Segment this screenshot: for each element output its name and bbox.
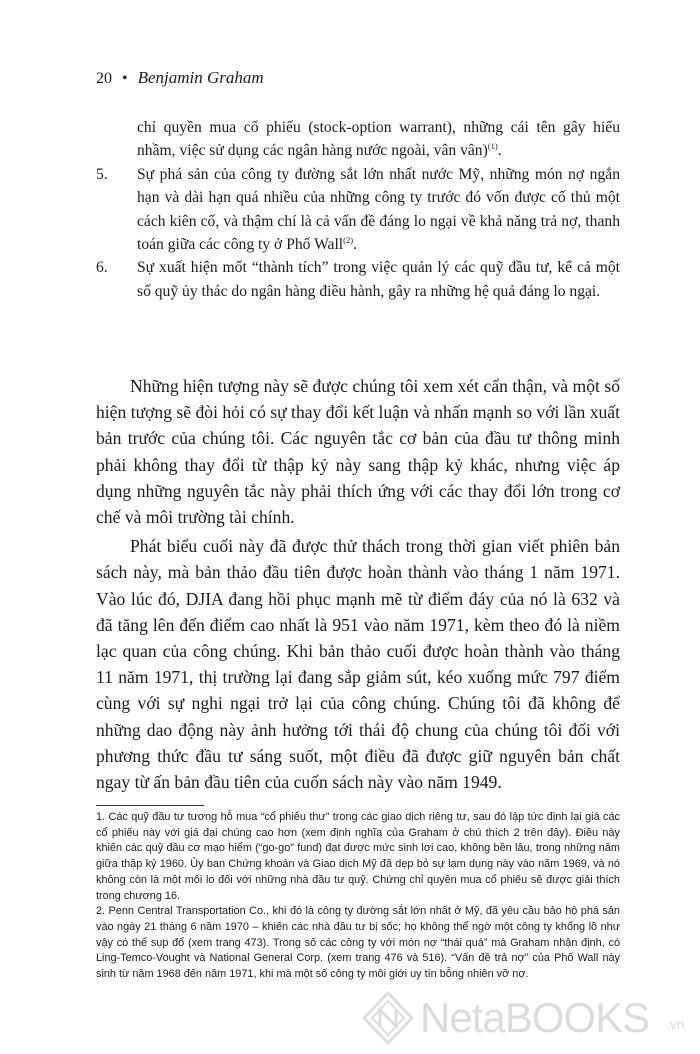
watermark-brand: NetaBOOKS — [420, 994, 650, 1041]
body-paragraph: Phát biểu cuối này đã được thử thách trong thời gian viết phiên bản sách này, mà bản thảo đầu tiên được hoàn thành vào tháng 1 năm 1971. Vào lúc đó, DJIA đang hồi phục mạnh mẽ từ điểm đáy của nó là 632 và đã tăng lên đến điểm cao nhất là 951 vào năm 1971, kèm theo đó là niềm lạc quan của công chúng. Khi bản thảo cuối được hoàn thành vào tháng 11 năm 1971, thị trường lại đang sắp giảm sút, kéo xuống mức 797 điểm cùng với sự nghi ngại trở lại của công chúng. Chúng tôi đã không để những dao động này ảnh hưởng tới thái độ chung của chúng tôi đối với phương thức đầu tư sáng suốt, một điều đã được giữ nguyên bản chất ngay từ ấn bản đầu tiên của cuốn sách này vào năm 1949. — [96, 536, 620, 793]
footnote-separator — [96, 805, 204, 806]
list-item-end: . — [497, 142, 502, 160]
list-item-text: chỉ quyền mua cổ phiếu (stock-option warrant), những cái tên gây hiểu nhầm, việc sử dụng các ngân hàng nước ngoài, vân vân) — [137, 119, 620, 160]
list-item — [96, 256, 620, 303]
body-text — [96, 373, 620, 798]
header-bullet: • — [122, 70, 128, 87]
list-item — [96, 163, 620, 257]
page-number: 20 — [96, 70, 112, 87]
netabooks-logo-icon — [360, 990, 416, 1046]
netabooks-watermark — [360, 990, 690, 1046]
watermark-domain: .vn — [666, 1016, 685, 1032]
list-item-text: Sự xuất hiện mốt “thành tích” trong việc quản lý các quỹ đầu tư, kể cả một số quỹ ủy thác do ngân hàng điều hành, gây ra những hệ quả đáng lo ngại. — [137, 259, 620, 300]
running-header — [96, 68, 264, 88]
list-item-text: Sự phá sản của công ty đường sắt lớn nhất nước Mỹ, những món nợ ngắn hạn và dài hạn quá nhiều của những công ty trước đó vốn được cố thủ một cách kiên cố, và thậm chí là cả vấn đề đáng lo ngại về khả năng trả nợ, thanh toán giữa các công ty ở Phố Wall — [137, 165, 620, 254]
list-item-continuation — [96, 116, 620, 163]
body-paragraph: Những hiện tượng này sẽ được chúng tôi xem xét cẩn thận, và một số hiện tượng sẽ đòi hỏi có sự thay đổi kết luận và nhấn mạnh so với lần xuất bản trước của chúng tôi. Các nguyên tắc cơ bản của đầu tư thông minh phải không thay đổi từ thập kỷ này sang thập kỷ khác, nhưng việc áp dụng những nguyên tắc này phải thích ứng với các thay đổi lớn trong cơ chế và môi trường tài chính. — [96, 376, 620, 528]
footnotes — [96, 810, 620, 983]
list-item-end: . — [353, 236, 357, 254]
list-item-number: 6. — [96, 259, 108, 277]
footnote: 2. Penn Central Transportation Co., khi đó là công ty đường sắt lớn nhất ở Mỹ, đã yêu cầu bảo hộ phá sản vào ngày 21 tháng 6 năm 1970 – khiến các nhà đầu tư bị sốc; họ không thể ngờ một công ty khổng lồ như vậy có thể sụp đổ (xem trang 473). Trong số các công ty với món nợ “thái quá” mà Graham nhận định, có Ling-Temco-Vought và National General Corp. (xem trang 476 và 516). “Vấn đề trả nợ” của Phố Wall này sinh từ năm 1968 đến năm 1971, khi mà một số công ty môi giới uy tín bỗng nhiên vỡ nợ. — [96, 905, 620, 981]
footnote: 1. Các quỹ đầu tư tương hỗ mua “cổ phiếu thư” trong các giao dịch riêng tư, sau đó lập tức định lại giá các cổ phiếu này với giá đại chúng cao hơn (xem định nghĩa của Graham ở chú thích 2 trên đây). Điều này khiến các quỹ đầu cơ mạo hiểm (“go-go” fund) đạt được mức sinh lợi cao, không bền lâu, trong những năm giữa thập kỷ 1960. Ủy ban Chứng khoán và Giao dịch Mỹ đã dẹp bỏ sự lạm dụng này vào năm 1969, và nó không còn là một mối lo đối với những nhà đầu tư quỹ. Chứng chỉ quyền mua cổ phiếu sẽ được giải thích trong chương 16. — [96, 811, 620, 902]
numbered-list — [96, 116, 620, 303]
running-head-author: Benjamin Graham — [137, 68, 264, 87]
footnote-ref-2: (2) — [343, 234, 354, 245]
list-item-number: 5. — [96, 165, 108, 183]
footnote-ref-1: (1) — [487, 141, 498, 152]
